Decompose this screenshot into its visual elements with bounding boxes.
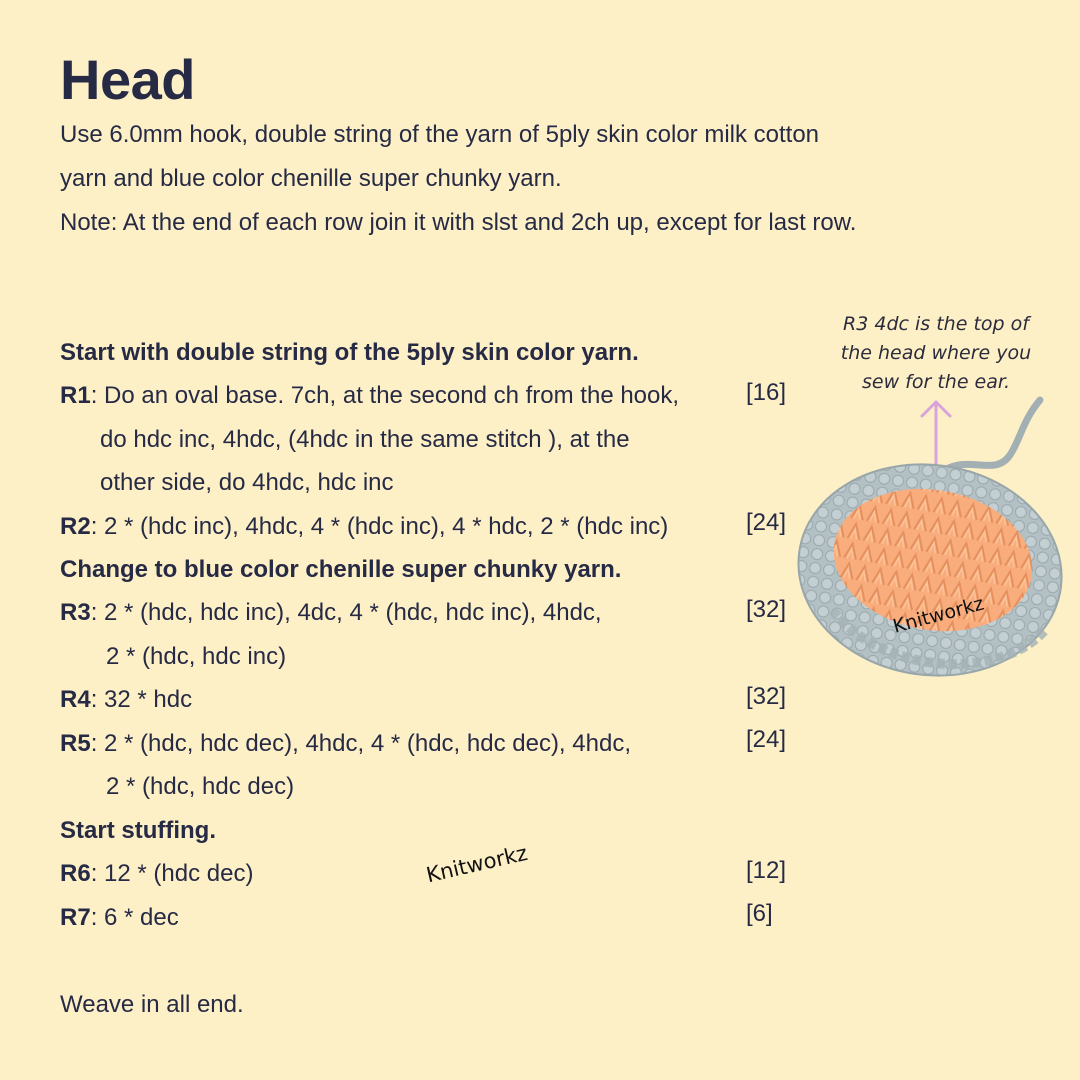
row-count: [24]: [746, 726, 787, 753]
row-text: : 2 * (hdc, hdc inc), 4dc, 4 * (hdc, hdc inc), 4hdc,: [90, 599, 602, 626]
crochet-head-photo: [795, 395, 1065, 685]
materials-paragraph: Use 6.0mm hook, double string of the yarn of 5ply skin color milk cotton yarn and blue color chenille super chunky yarn.: [60, 121, 820, 192]
row-count: [6]: [746, 900, 773, 927]
row-label: R4: [60, 686, 91, 713]
row-count: [32]: [746, 596, 787, 623]
row-text: : 32 * hdc: [90, 686, 193, 713]
row-label: R2: [60, 513, 91, 540]
row-count: [32]: [746, 683, 787, 710]
row-label: R3: [60, 599, 91, 626]
row-text: : 2 * (hdc inc), 4hdc, 4 * (hdc inc), 4 * hdc, 2 * (hdc inc): [90, 513, 669, 540]
row-r2: [60, 512, 668, 542]
row-r5: [60, 729, 631, 759]
row-count: [16]: [746, 379, 787, 406]
row-text: : 6 * dec: [90, 904, 179, 931]
stuffing-heading: Start stuffing.: [60, 817, 216, 844]
row-label: R7: [60, 904, 91, 931]
start-heading: Start with double string of the 5ply skin color yarn.: [60, 339, 639, 366]
change-yarn-heading: Change to blue color chenille super chunky yarn.: [60, 556, 622, 583]
note-line: the head where you: [840, 342, 1032, 364]
row-text-continued: do hdc inc, 4hdc, (4hdc in the same stitch ), at the: [100, 426, 630, 453]
row-label: R1: [60, 382, 91, 409]
note-line: sew for the ear.: [862, 371, 1010, 393]
row-label: R6: [60, 860, 91, 887]
note-line: R3 4dc is the top of: [843, 313, 1029, 335]
row-text-continued: 2 * (hdc, hdc inc): [106, 643, 287, 670]
row-r4: [60, 685, 192, 715]
watermark: Knitworkz: [424, 840, 530, 888]
row-text: : 12 * (hdc dec): [90, 860, 254, 887]
row-r7: [60, 903, 179, 933]
row-text: : Do an oval base. 7ch, at the second ch from the hook,: [90, 382, 680, 409]
row-r1: [60, 381, 679, 411]
row-text: : 2 * (hdc, hdc dec), 4hdc, 4 * (hdc, hdc dec), 4hdc,: [90, 730, 631, 757]
note-paragraph: Note: At the end of each row join it with slst and 2ch up, except for last row.: [60, 209, 857, 236]
finish-instruction: Weave in all end.: [60, 991, 244, 1018]
row-count: [24]: [746, 509, 787, 536]
ear-position-note: [826, 310, 1046, 397]
row-text-continued: other side, do 4hdc, hdc inc: [100, 469, 394, 496]
photo-watermark: Knitworkz: [890, 592, 987, 638]
row-r6: [60, 859, 253, 889]
row-text-continued: 2 * (hdc, hdc dec): [106, 773, 295, 800]
row-label: R5: [60, 730, 91, 757]
row-count: [12]: [746, 857, 787, 884]
intro-text: [60, 113, 860, 245]
page-title: Head: [60, 48, 195, 111]
row-r3: [60, 598, 602, 628]
